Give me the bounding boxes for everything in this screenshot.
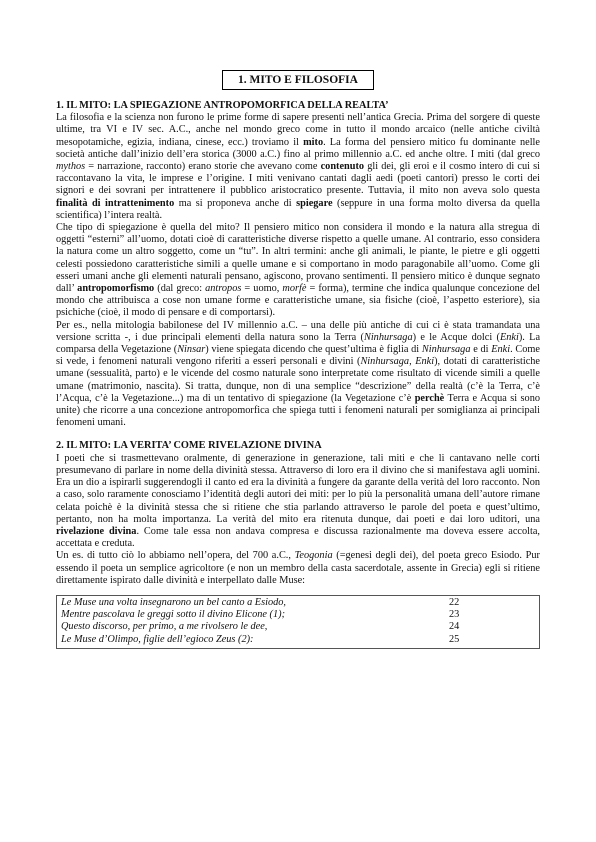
quote-box [56, 595, 540, 649]
verse-number: 24 [449, 621, 460, 633]
verse-number: 23 [449, 609, 460, 621]
verse-number: 22 [449, 596, 460, 608]
section-1-paragraph-1: La filosofia e la scienza non furono le prime forme di sapere presenti nell’antica Grecia. Prima del sorgere di queste ultime, tra VI e IV sec. A.C., anche nel mondo greco come in tutto il mondo arcaico (nelle antiche civiltà mesopotamiche, egizia, indiana, cinese, ecc.) troviamo il mito. La forma del pensiero mitico fu dominante nelle società antiche dall’inizio dell’era storica (3000 a.C.) fino al primo millennio a.C. ed anche oltre. I miti (dal greco mythos = narrazione, racconto) erano storie che avevano come contenuto gli dei, gli eroi e il cosmo intero di cui si raccontavano la vita, le imprese e l’origine. I miti venivano cantati dagli aedi (poeti cantori) presso le corti dei signori e dei sovrani per intrattenere il pubblico aristocratico presente. Tuttavia, il mito non aveva solo questa finalità di intrattenimento ma si proponeva anche di spiegare (seppure in una forma molto diversa da quella scientifica) l’intera realtà. [56, 112, 540, 221]
section-1-heading: 1. IL MITO: LA SPIEGAZIONE ANTROPOMORFICA DELLA REALTA’ [56, 100, 389, 111]
section-1-paragraph-3: Per es., nella mitologia babilonese del IV millennio a.C. – una delle più antiche di cui ci è stata tramandata una versione scritta -, i due principali elementi della natura sono la Terra (Ninhursaga) e le Acque dolci (Enki). La comparsa della Vegetazione (Ninsar) viene spiegata dicendo che quest’ultima è figlia di Ninhursaga e di Enki. Come si vede, i fenomeni naturali vengono riferiti a esseri personali e divini (Ninhursaga, Enki), dotati di caratteristiche umane (sessualità, parto) e le vicende del cosmo naturale sono interpretate come risultato di vicende simili a quelle umane (matrimonio, nascita). Si tratta, dunque, non di una semplice “descrizione” della realtà (c’è la Terra, c’è l’Acqua, c’è la Vegetazione...) ma di un tentativo di spiegazione (la Vegetazione c’è perchè Terra e Acqua si sono unite) che ricorre a una concezione antropomorfica che spiega tutti i fenomeni naturali per somiglianza ai principali fenomeni umani. [56, 319, 541, 429]
quote-line: Mentre pascolava le greggi sotto il divino Elicone (1); 23 [61, 609, 535, 621]
quote-line: Le Muse d’Olimpo, figlie dell’egioco Zeus (2): 25 [61, 634, 535, 646]
section-2-heading: 2. IL MITO: LA VERITA’ COME RIVELAZIONE DIVINA [56, 440, 322, 452]
quote-line: Questo discorso, per primo, a me rivolsero le dee, 24 [61, 621, 535, 633]
verse-number: 25 [449, 633, 460, 645]
document-title: 1. MITO E FILOSOFIA [222, 70, 374, 90]
quote-line: Le Muse una volta insegnarono un bel canto a Esiodo, 22 [61, 597, 535, 609]
section-2-paragraph-1: I poeti che si trasmettevano oralmente, di generazione in generazione, tali miti e che li cantavano nelle corti presumevano di parlare in nome della divinità stessa. Attraverso di loro era il divino che si manifestava agli uomini. Era un dio a ispirarli suggerendogli il canto ed era la divinità a fungere da garante della verità del loro racconto. Non a caso, solo raramente conosciamo l’identità degli autori dei miti: per lo più la personalità umana dell’autore rimane celata poichè è la divinità stessa che si ritiene che stia parlando attraverso le parole del poeta e quest’ultimo, pertanto, non ha molta importanza. La verità del mito era ritenuta dunque, dai poeti e dai loro uditori, una rivelazione divina. Come tale essa non andava compresa e discussa razionalmente ma doveva essere accolta, accettata e creduta. [56, 452, 540, 550]
section-1-paragraph-2: Che tipo di spiegazione è quella del mito? Il pensiero mitico non considera il mondo e la natura alla stregua di oggetti “esterni” all’uomo, dotati cioè di caratteristiche diverse rispetto a quelle umane. Al contrario, esso considera la natura come un altro soggetto, come un “tu”. In altri termini: anche gli animali, le piante, le pietre e gli oggetti celesti possiedono caratteristiche simili a quelle umane e si comportano in modo paragonabile all’uomo. Come gli esseri umani anche gli elementi naturali pensano, agiscono, provano sentimenti. Il pensiero mitico è dunque segnato dall’ antropomorfismo (dal greco: antropos = uomo, morfè = forma), termine che indica qualunque concezione del mondo che attribuisca a cose non umane forme e caratteristiche umane, sia fisiche (cioè, l’aspetto esteriore), sia psichiche (cioè, il modo di pensare e di comportarsi). [56, 222, 540, 319]
document-body [56, 100, 540, 649]
section-2-paragraph-2: Un es. di tutto ciò lo abbiamo nell’opera, del 700 a.C., Teogonia (=genesi degli dei), del poeta greco Esiodo. Pur essendo il poeta un semplice agricoltore (e non un membro della casta sacerdotale, assente in Grecia) egli si ritiene direttamente ispirato dalle divinità e interpellato dalle Muse: [56, 550, 540, 586]
